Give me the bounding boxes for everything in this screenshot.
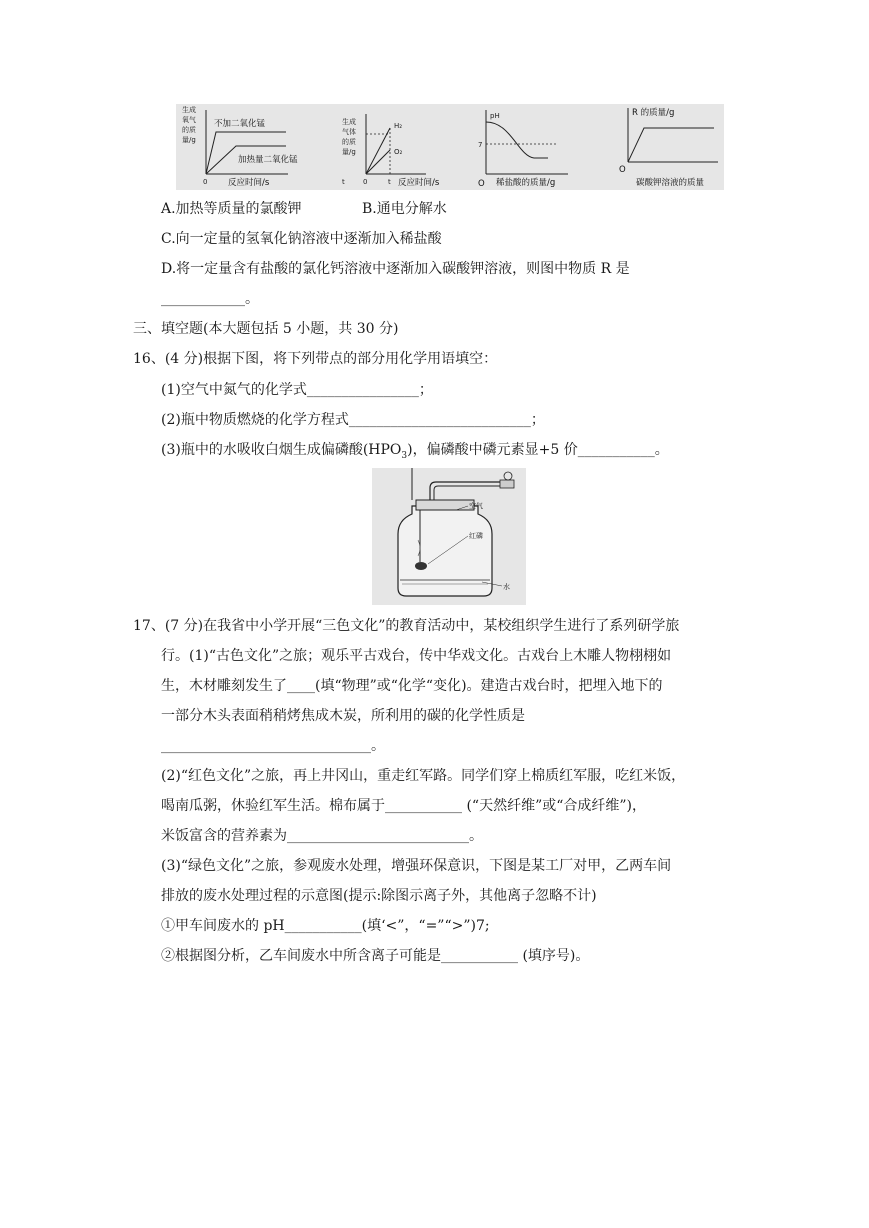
g2-ylabel-3: 量/g [342,148,356,156]
graph-2 [342,114,440,188]
graph-strip [176,104,724,190]
q17-line-6: (2)“红色文化”之旅，再上井冈山，重走红军路。同学们穿上棉质红军服，吃红米饭， [161,768,686,784]
g4-xlabel: 碳酸钾溶液的质量 [636,178,705,188]
glass-tube [430,482,500,500]
q17-line-9: (3)“绿色文化”之旅，参观废水处理，增强环保意识，下图是某工厂对甲，乙两车间 [161,858,672,874]
q15-blank: ____________。 [161,291,259,307]
q16-part-2: (2)瓶中物质燃烧的化学方程式__________________________； [161,412,545,428]
q16-part-3-post: )，偏磷酸中磷元素显+5 价___________。 [407,442,669,458]
q17-line-12: ②根据图分析，乙车间废水中所含离子可能是___________ (填序号)。 [161,948,590,964]
label-air: 空气 [469,502,483,510]
g1-ylabel-3: 量/g [182,136,196,144]
apparatus-svg [372,468,526,605]
q15-option-b: B.通电分解水 [362,201,447,217]
g3-tick7: 7 [478,141,483,149]
g1-label-bottom: 加热量二氧化锰 [238,155,298,165]
g2-o2-label: O₂ [394,148,403,156]
q16-part-3 [161,440,669,466]
g1-ylabel-0: 生成 [182,106,196,114]
graph-3 [478,110,568,189]
q17-line-11: ①甲车间废水的 pH___________(填‘<”，“=”“>”)7; [161,918,490,934]
red-phosphorus-icon [415,562,427,570]
q16-stem: 16、(4 分)根据下图，将下列带点的部分用化学用语填空： [133,351,498,367]
q17-line-10: 排放的废水处理过程的示意图(提示:除图示离子外，其他离子忽略不计) [161,888,597,904]
q17-line-5: ______________________________。 [161,738,385,754]
g4-ylabel: R 的质量/g [632,108,675,118]
label-phosphorus: 红磷 [469,532,483,540]
glass-tube-inner [434,486,500,500]
g3-origin: O [478,179,485,189]
g2-ylabel-0: 生成 [342,118,356,126]
q17-line-7: 喝南瓜粥，休验红军生活。棉布属于___________ (“天然纤维”或“合成纤维”)， [161,798,647,814]
section-3-heading: 三、填空题(本大题包括 5 小题，共 30 分) [133,321,399,337]
g2-line-h2 [366,128,390,174]
g1-label-top: 不加二氧化锰 [214,119,266,129]
q15-option-c: C.向一定量的氢氧化钠溶液中逐渐加入稀盐酸 [161,231,442,247]
g4-curve [628,128,714,162]
clamp-icon [504,472,512,480]
bottle-stopper [416,500,474,510]
g2-tick0: 0 [363,178,368,186]
q17-line-1: 17、(7 分)在我省中小学开展“三色文化”的教育活动中，某校组织学生进行了系列研学旅 [133,618,680,634]
q15-option-a: A.加热等质量的氯酸钾 [161,201,302,217]
g3-ylabel: pH [490,112,500,120]
g2-ylabel-1: 气体 [342,128,356,136]
rubber-tube [500,480,514,488]
g1-ylabel-2: 的质 [182,126,196,134]
q17-line-4: 一部分木头表面稍稍烤焦成木炭，所利用的碳的化学性质是 [161,708,525,724]
q16-part-1: (1)空气中氮气的化学式________________； [161,382,433,398]
g2-h2-label: H₂ [394,122,403,130]
g1-xlabel: 反应时间/s [228,178,270,188]
q17-line-3: 生，木材雕刻发生了____(填“物理”或“化学“变化)。建造古戏台时，把埋入地下的 [161,678,663,694]
g4-origin: O [619,165,626,175]
g2-tick1: t [342,178,345,186]
g3-xlabel: 稀盐酸的质量/g [496,178,556,188]
g1-origin: 0 [203,178,208,186]
q16-part-3-sub: 3 [401,450,408,461]
g1-curve-top [206,132,286,174]
bottle-outline [398,506,492,596]
g2-xlabel: 反应时间/s [398,178,440,188]
q17-line-8: 米饭富含的营养素为__________________________。 [161,828,483,844]
q17-line-2: 行。(1)“古色文化”之旅；观乐平古戏台，传中华戏文化。古戏台上木雕人物栩栩如 [161,648,672,664]
q15-option-d: D.将一定量含有盐酸的氯化钙溶液中逐渐加入碳酸钾溶液，则图中物质 R 是 [161,261,630,277]
apparatus-figure [372,468,526,605]
graph-1 [182,105,298,188]
graph-4 [619,107,718,188]
g2-ylabel-2: 的质 [342,138,356,146]
g2-line-o2 [366,150,390,174]
g1-ylabel-1: 氧气 [182,116,196,124]
g3-curve [486,122,548,158]
graphs-svg [176,104,724,190]
g2-tick2: t [388,178,391,186]
q16-part-3-pre: (3)瓶中的水吸收白烟生成偏磷酸(HPO [161,442,402,458]
label-water: 水 [503,583,510,591]
